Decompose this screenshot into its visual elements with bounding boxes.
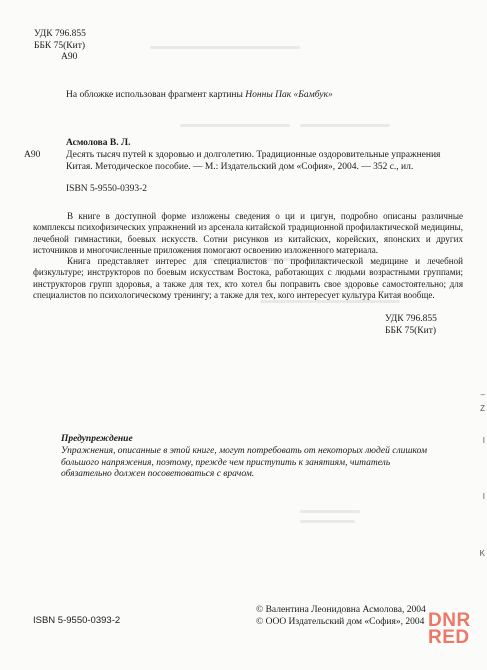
edge-mark: K — [479, 549, 485, 558]
bbk-code: ББК 75(Кит) — [34, 40, 86, 51]
copyright-author: © Валентина Леонидовна Асмолова, 2004 — [256, 605, 426, 615]
watermark-line: RED — [428, 627, 470, 648]
catalog-entry — [24, 138, 454, 196]
warning-text: Упражнения, описанные в этой книге, могут потребовать от некоторых людей слишком большого напряжения, поэтому, прежде чем приступить к занятиям, читатель обязательно должен посоветоваться с врачом. — [61, 445, 428, 480]
bleed-through-line — [180, 124, 290, 127]
watermark-logo — [428, 612, 471, 646]
edge-mark: I — [482, 492, 485, 501]
annotation-paragraph: Книга представляет интерес для специалистов по профилактической медицине и лечебной физкультуре; инструкторов по боевым искусствам Востока, работающих с людьми возрастными группами; инструкторов групп здоровья, а также для тех, кто хотел бы поправить свое здоровье самостоятельно; для специалистов по психологическому тренингу; а также для тех, кого интересует культура Китая вообще. — [33, 256, 463, 301]
annotation-paragraph: В книге в доступной форме изложены сведения о ци и цигун, подробно описаны различные комплексы психофизических упражнений из арсенала китайской традиционной профилактической медицины, лечебной гимнастики, боевых искусств. Сотни рисунков из китайских, корейских, японских и других источников и многочисленные приложения помогают освоению изложенного материала. — [33, 211, 463, 255]
footer-isbn: ISBN 5-9550-0393-2 — [33, 615, 121, 626]
annotation — [33, 211, 463, 301]
watermark-line: DNR — [428, 610, 471, 631]
edge-mark: – — [480, 390, 485, 399]
cover-note — [66, 90, 333, 100]
author-mark: А90 — [61, 52, 78, 63]
edge-mark: I — [482, 436, 485, 445]
bleed-through-line — [150, 46, 300, 49]
edge-mark: Z — [480, 404, 485, 413]
copyright-block — [256, 604, 426, 628]
udk-code: УДК 796.855 — [385, 314, 437, 324]
copyright-publisher: © ООО Издательский дом «София», 2004 — [256, 617, 425, 627]
bleed-through-line — [300, 124, 390, 127]
classification-block-bottom — [385, 314, 437, 338]
classification-block — [34, 29, 86, 64]
cover-artwork: Нонны Пак «Бамбук» — [245, 90, 333, 100]
bbk-code: ББК 75(Кит) — [385, 325, 437, 336]
udk-code: УДК 796.855 — [34, 29, 86, 39]
warning-block — [61, 434, 439, 481]
entry-author: Асмолова В. Л. — [66, 138, 131, 148]
entry-code: А90 — [24, 149, 41, 160]
warning-heading: Предупреждение — [61, 434, 133, 444]
bleed-through-line — [300, 520, 355, 523]
cover-note-text: На обложке использован фрагмент картины — [66, 90, 246, 100]
entry-description: Десять тысяч путей к здоровью и долголетию. Традиционные оздоровительные упражнения Китая. Методическое пособие. — М.: Издательский дом «София», 2004. — 352 с., ил. — [66, 149, 441, 172]
entry-isbn: ISBN 5-9550-0393-2 — [66, 184, 148, 195]
bleed-through-line — [300, 510, 360, 513]
